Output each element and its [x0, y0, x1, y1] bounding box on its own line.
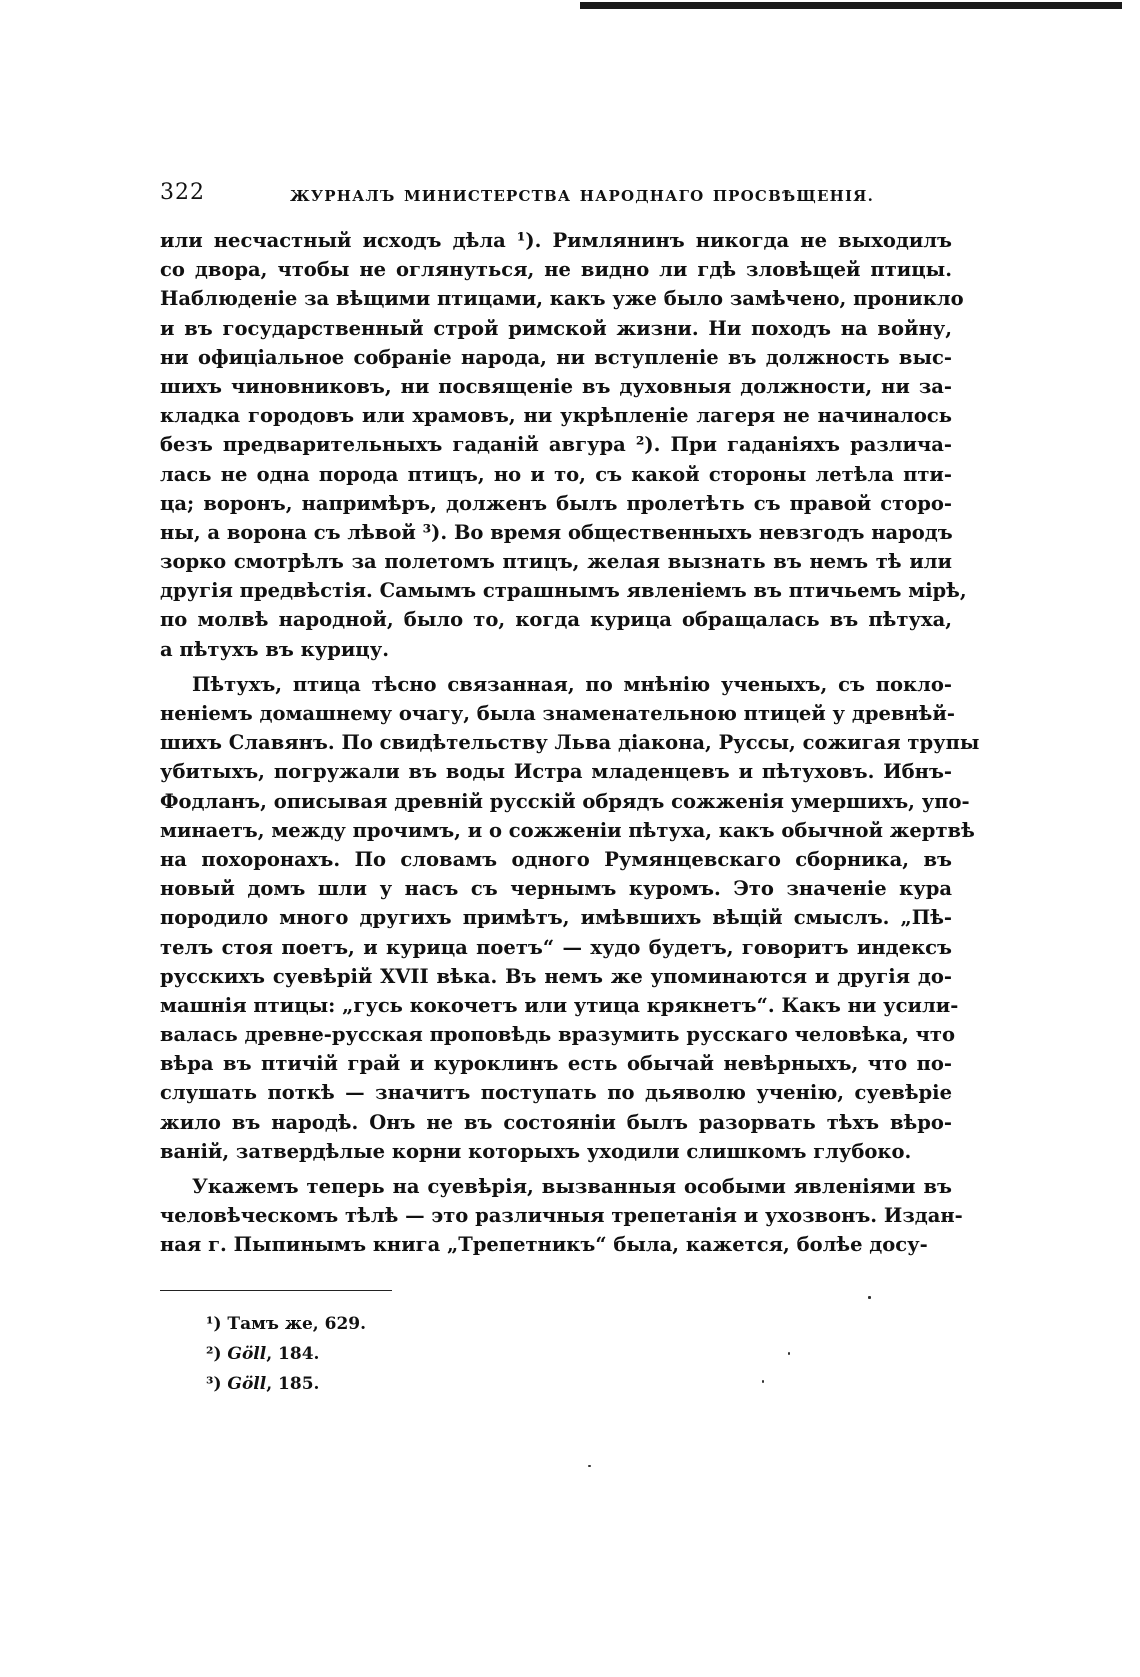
text-line: породило много другихъ примѣтъ, имѣвшихъ вѣщій смыслъ. „Пѣ-: [160, 906, 952, 930]
text-line: а пѣтухъ въ курицу.: [160, 637, 389, 661]
text-line: убитыхъ, погружали въ воды Истра младенцевъ и пѣтуховъ. Ибнъ-: [160, 760, 952, 784]
page: [160, 176, 980, 1399]
scan-speck: [588, 1465, 591, 1467]
footnote-mark: ²): [206, 1343, 222, 1364]
text-line: или несчастный исходъ дѣла ¹). Римлянинъ никогда не выходилъ: [160, 229, 952, 252]
text-line: ца; воронъ, напримѣръ, долженъ былъ пролетѣть съ правой сторо-: [160, 491, 952, 515]
text-line: слушать поткѣ — значитъ поступать по дьяволю ученію, суевѣріе: [160, 1081, 952, 1105]
text-line: ная г. Пыпинымъ книга „Трепетникъ“ была, кажется, болѣе досу-: [160, 1233, 928, 1257]
footnote-page: , 184.: [266, 1343, 320, 1364]
footnote: [206, 1339, 952, 1369]
text-line: машнія птицы: „гусь кокочетъ или утица крякнетъ“. Какъ ни усили-: [160, 993, 959, 1017]
text-line: ни офиціальное собраніе народа, ни вступленіе въ должность выс-: [160, 345, 952, 369]
footnotes: [206, 1309, 952, 1399]
footnote: [206, 1369, 952, 1399]
running-header: [160, 176, 952, 216]
text-line: Укажемъ теперь на суевѣрія, вызванныя особыми явленіями въ: [192, 1175, 952, 1198]
text-line: шихъ Славянъ. По свидѣтельству Льва діакона, Руссы, сожигая трупы: [160, 731, 980, 755]
text-line: и въ государственный строй римской жизни. Ни походъ на войну,: [160, 316, 952, 340]
text-line: вѣра въ птичій грай и куроклинъ есть обычай невѣрныхъ, что по-: [160, 1052, 952, 1076]
footnote-mark: ³): [206, 1373, 222, 1394]
text-line: телъ стоя поетъ, и курица поетъ“ — худо будетъ, говоритъ индексъ: [160, 935, 952, 959]
text-line: ваній, затвердѣлые корни которыхъ уходили слишкомъ глубоко.: [160, 1139, 912, 1163]
footnote-source: Göll: [227, 1373, 267, 1394]
text-line: безъ предварительныхъ гаданій авгура ²). При гаданіяхъ различа-: [160, 433, 952, 457]
footnote-mark: ¹): [206, 1313, 222, 1334]
text-line: другія предвѣстія. Самымъ страшнымъ явленіемъ въ птичьемъ мірѣ,: [160, 579, 967, 603]
footnote-source: Göll: [227, 1343, 267, 1364]
paragraph: [160, 1172, 963, 1260]
text-line: зорко смотрѣлъ за полетомъ птицъ, желая вызнать въ немъ тѣ или: [160, 550, 952, 574]
text-line: минаетъ, между прочимъ, и о сожженіи пѣтуха, какъ обычной жертвѣ: [160, 818, 975, 842]
footnote-page: , 185.: [266, 1373, 320, 1394]
paragraph: [160, 670, 980, 1166]
text-line: на похоронахъ. По словамъ одного Румянцевскаго сборника, въ: [160, 847, 952, 871]
text-line: неніемъ домашнему очагу, была знаменательною птицей у древнѣй-: [160, 702, 955, 725]
scan-speck: [868, 1296, 871, 1299]
page-number: 322: [160, 180, 205, 205]
text-line: Фодланъ, описывая древній русскій обрядъ сожженія умершихъ, упо-: [160, 789, 970, 813]
running-title: ЖУРНАЛЪ МИНИСТЕРСТВА НАРОДНАГО ПРОСВѢЩЕНІЯ.: [290, 187, 875, 205]
scan-speck: [788, 1352, 790, 1355]
text-line: Пѣтухъ, птица тѣсно связанная, по мнѣнію ученыхъ, съ покло-: [192, 672, 952, 696]
text-line: шихъ чиновниковъ, ни посвященіе въ духовныя должности, ни за-: [160, 374, 952, 398]
text-line: по молвѣ народной, было то, когда курица обращалась въ пѣтуха,: [160, 608, 952, 632]
text-line: кладка городовъ или храмовъ, ни укрѣпленіе лагеря не начиналось: [160, 404, 952, 428]
footnote-text: Тамъ же, 629.: [227, 1313, 367, 1334]
text-line: валась древне-русская проповѣдь вразумить русскаго человѣка, что: [160, 1023, 956, 1047]
text-line: ны, а ворона съ лѣвой ³). Во время общественныхъ невзгодъ народъ: [160, 520, 953, 544]
paragraph: [160, 226, 967, 664]
footnote: [206, 1309, 952, 1339]
body-text: [160, 226, 980, 1260]
scan-speck: [762, 1380, 764, 1383]
text-line: человѣческомъ тѣлѣ — это различныя трепетанія и ухозвонъ. Издан-: [160, 1204, 963, 1228]
top-edge-rule: [580, 2, 1122, 9]
text-line: Наблюденіе за вѣщими птицами, какъ уже было замѣчено, проникло: [160, 287, 964, 311]
text-line: со двора, чтобы не оглянуться, не видно ли гдѣ зловѣщей птицы.: [160, 258, 952, 282]
text-line: русскихъ суевѣрій XVII вѣка. Въ немъ же упоминаются и другія до-: [160, 964, 952, 988]
text-line: новый домъ шли у насъ съ чернымъ куромъ. Это значеніе кура: [160, 877, 952, 901]
text-line: жило въ народѣ. Онъ не въ состояніи былъ разорвать тѣхъ вѣро-: [160, 1110, 952, 1134]
text-line: лась не одна порода птицъ, но и то, съ какой стороны летѣла пти-: [160, 462, 952, 486]
footnote-rule: [160, 1290, 392, 1291]
